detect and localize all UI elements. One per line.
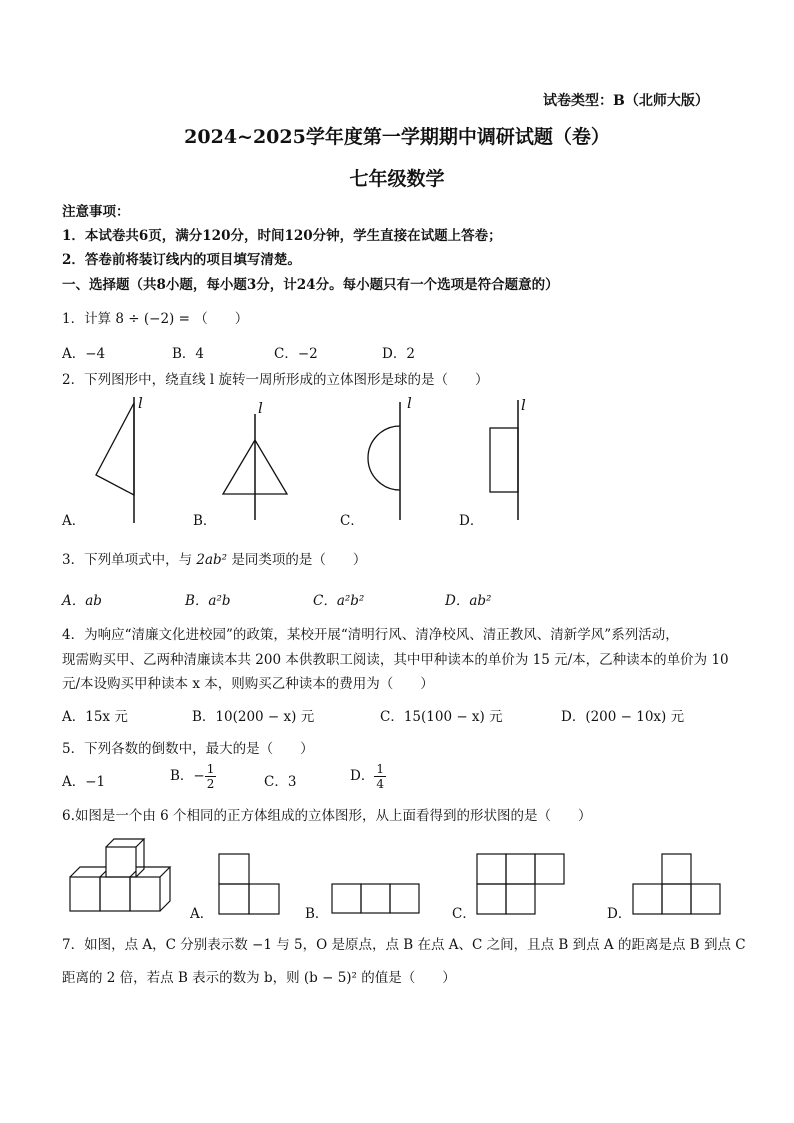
axis-label-a: l	[138, 394, 143, 412]
q6-figure-d	[632, 853, 722, 915]
q4-line: 现需购买甲、乙两种清廉读本共 200 本供教职工阅读，其中甲种读本的单价为 15 元/本，乙种读本的单价为 10	[62, 652, 729, 668]
q5-option-b	[170, 762, 216, 791]
q1-option-a: A．−4	[62, 346, 106, 362]
q6-stem: 6.如图是一个由 6 个相同的正方体组成的立体图形，从上面看得到的形状图的是（ ）	[62, 808, 592, 824]
axis-label-b: l	[258, 399, 263, 417]
note-item: 1．本试卷共6页，满分120分，时间120分钟，学生直接在试题上答卷；	[62, 228, 502, 244]
denominator: 2	[206, 777, 215, 791]
q3-option-c: C．a²b²	[313, 593, 365, 609]
q6-option-b: B．	[305, 906, 329, 922]
q6-figure-c	[476, 853, 566, 915]
axis-label-d: l	[521, 396, 526, 414]
q6-option-c: C．	[452, 906, 476, 922]
q5-option-c: C．3	[264, 774, 297, 790]
q2-stem: 2．下列图形中，绕直线 l 旋转一周所形成的立体图形是球的是（ ）	[62, 372, 489, 388]
q3-option-d: D．ab²	[445, 593, 492, 609]
page-subtitle: 七年级数学	[349, 168, 445, 190]
notes-heading: 注意事项：	[62, 204, 130, 220]
q5-option-a: A．−1	[62, 774, 106, 790]
page-title: 2024~2025学年度第一学期期中调研试题（卷）	[184, 126, 610, 148]
q3-option-b: B．a²b	[185, 593, 231, 609]
q1-option-d: D．2	[382, 346, 415, 362]
numerator: 1	[376, 762, 384, 776]
q3-stem-suffix: 是同类项的是（ ）	[227, 552, 367, 568]
section-heading: 一、选择题（共8小题，每小题3分，计24分。每小题只有一个选项是符合题意的）	[62, 277, 559, 293]
q2-figure-b	[215, 412, 295, 522]
q5-stem: 5．下列各数的倒数中，最大的是（ ）	[62, 741, 314, 757]
fraction	[374, 762, 386, 791]
q3-option-a: A．ab	[62, 593, 102, 609]
q5-option-b-label: B．−	[170, 768, 205, 784]
q6-option-d: D．	[607, 906, 632, 922]
q4-option-c: C．15(100 − x) 元	[380, 709, 503, 725]
q2-option-b: B．	[193, 513, 217, 529]
q4-option-d: D．(200 − 10x) 元	[561, 709, 685, 725]
q4-option-b: B．10(200 − x) 元	[192, 709, 315, 725]
q2-figure-d	[485, 398, 535, 522]
q7-line: 7．如图，点 A，C 分别表示数 −1 与 5，O 是原点，点 B 在点 A、C 之间，且点 B 到点 A 的距离是点 B 到点 C	[62, 937, 746, 953]
note-item: 2．答卷前将装订线内的项目填写清楚。	[62, 252, 301, 268]
q3-stem-prefix: 3．下列单项式中，与	[62, 552, 197, 568]
q7-line: 距离的 2 倍，若点 B 表示的数为 b，则 (b − 5)² 的值是（ ）	[62, 970, 456, 986]
paper-type: 试卷类型：B（北师大版）	[543, 93, 709, 109]
q2-figure-c	[360, 400, 420, 522]
q1-stem: 1．计算 8 ÷ (−2) = （ ）	[62, 311, 249, 327]
q6-solid-figure	[68, 835, 178, 915]
q1-option-c: C．−2	[274, 346, 318, 362]
q3-stem	[62, 548, 366, 568]
q1-option-b: B．4	[172, 346, 205, 362]
numerator: 1	[206, 762, 215, 776]
fraction	[205, 762, 217, 791]
q5-option-d-label: D．	[350, 768, 375, 784]
q6-figure-a	[218, 853, 280, 915]
q4-line: 元/本设购买甲种读本 x 本，则购买乙种读本的费用为（ ）	[62, 676, 434, 692]
denominator: 4	[376, 777, 384, 791]
q2-option-c: C．	[340, 513, 364, 529]
q6-figure-b	[331, 883, 421, 915]
q5-option-d	[350, 762, 386, 791]
q2-figure-a	[90, 395, 160, 525]
q4-option-a: A．15x 元	[62, 709, 128, 725]
q2-option-d: D．	[459, 513, 484, 529]
q3-stem-expr: 2ab²	[196, 552, 228, 568]
q4-line: 4．为响应“清廉文化进校园”的政策，某校开展“清明行风、清净校风、清正教风、清新学风”系列活动，	[62, 627, 679, 643]
q2-option-a: A．	[62, 513, 86, 529]
axis-label-c: l	[407, 394, 412, 412]
q6-option-a: A．	[190, 906, 214, 922]
